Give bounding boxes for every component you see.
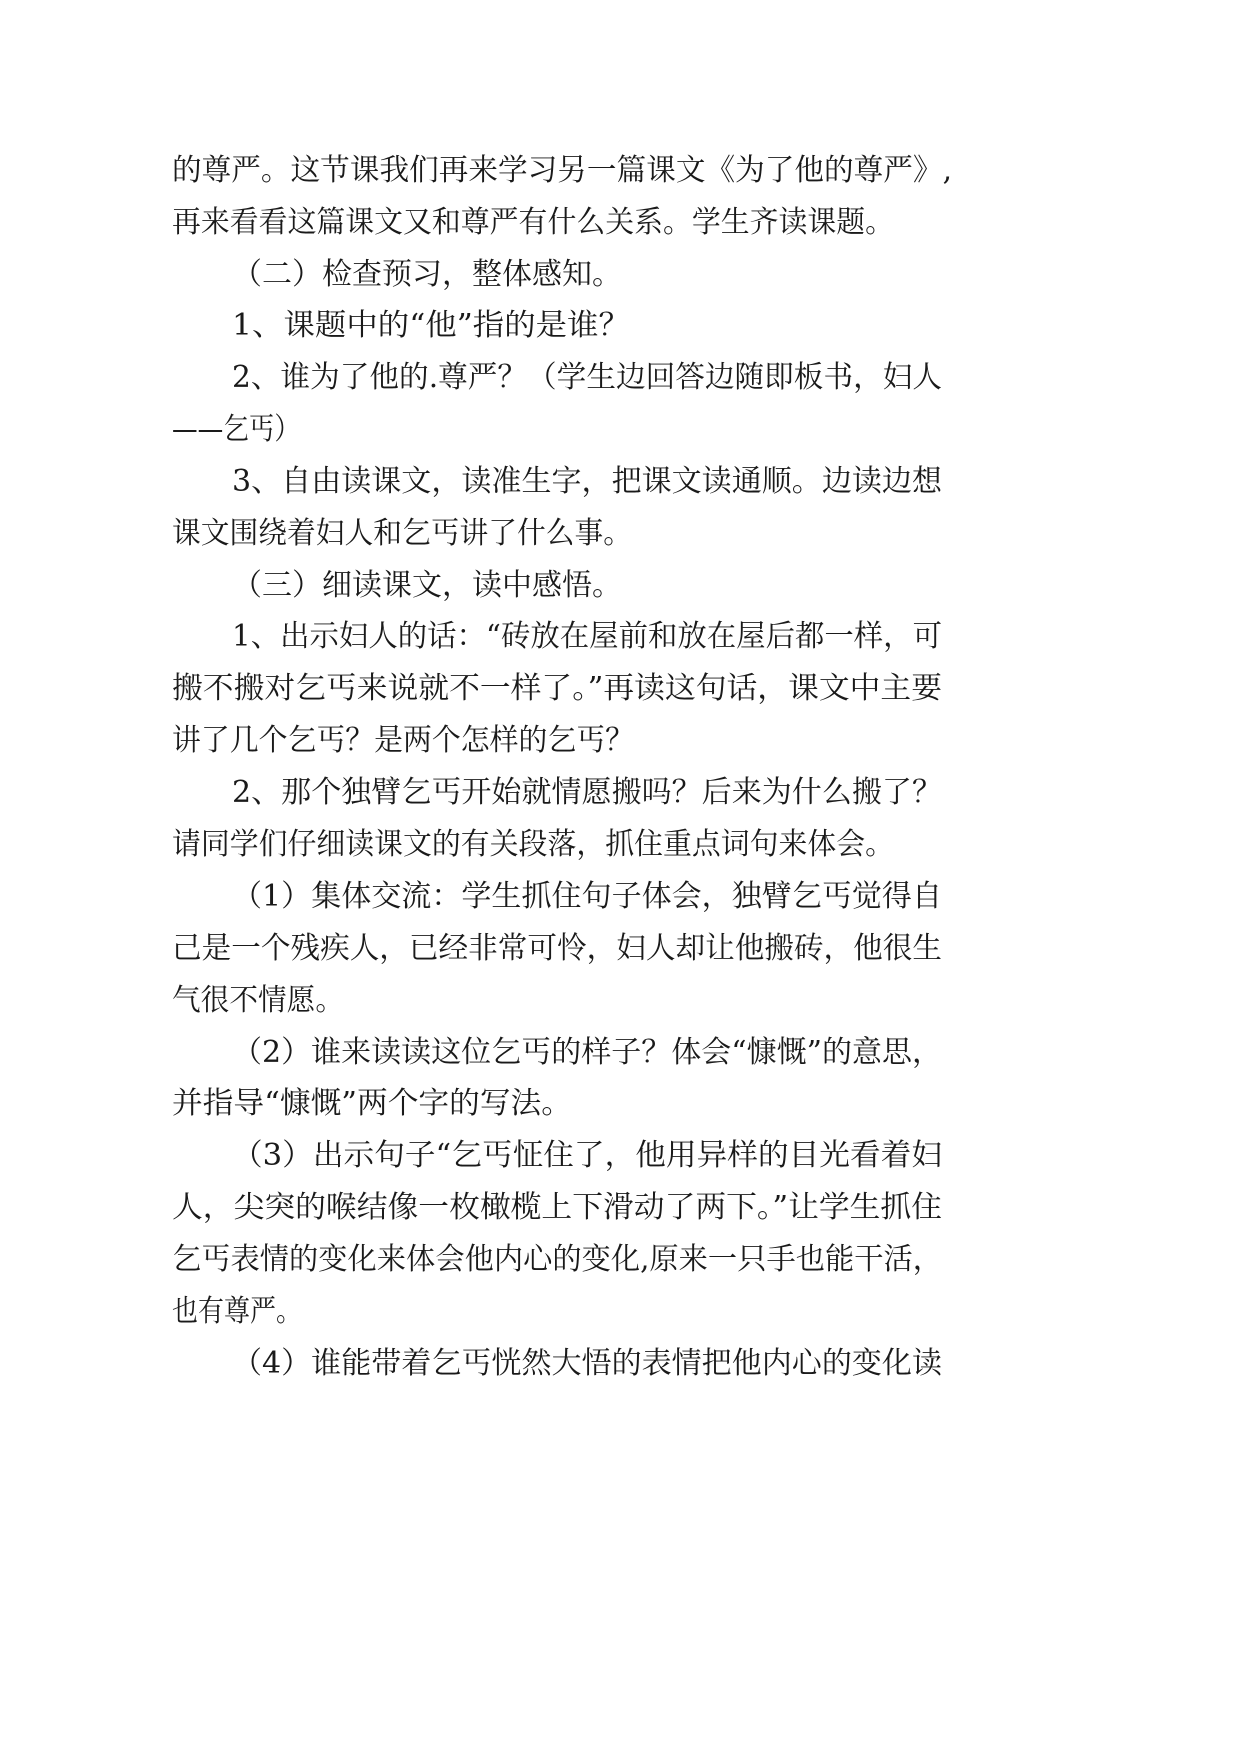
line-text: 2、谁为了他的.尊严？（学生边回答边随即板书，妇人 (232, 360, 942, 395)
line-text: 也有尊严。 (172, 1294, 302, 1329)
line-text: 2、那个独臂乞丐开始就情愿搬吗？后来为什么搬了？ (232, 775, 942, 810)
text-line (0, 769, 1241, 817)
line-text: 讲了几个乞丐？是两个怎样的乞丐？ (172, 723, 634, 758)
line-text: 搬不搬对乞丐来说就不一样了。”再读这句话，课文中主要 (172, 671, 942, 706)
line-text: （2）谁来读读这位乞丐的样子？体会“慷慨”的意思， (232, 1035, 942, 1070)
text-line (0, 873, 1241, 921)
line-text: ——乞丐） (172, 412, 300, 447)
text-line (0, 821, 1241, 869)
line-text: 请同学们仔细读课文的有关段落，抓住重点词句来体会。 (172, 827, 894, 862)
text-line (0, 665, 1241, 713)
line-text: 人，尖突的喉结像一枚橄榄上下滑动了两下。”让学生抓住 (172, 1190, 942, 1225)
text-line (0, 1184, 1241, 1232)
text-line (0, 147, 1241, 195)
text-line (0, 562, 1241, 610)
text-line (0, 251, 1241, 299)
text-line (0, 1080, 1241, 1128)
line-text: 己是一个残疾人，已经非常可怜，妇人却让他搬砖，他很生 (172, 931, 942, 966)
text-line (0, 354, 1241, 402)
text-line (0, 1132, 1241, 1180)
line-text: 1、出示妇人的话：“砖放在屋前和放在屋后都一样，可 (232, 619, 942, 654)
text-line (0, 458, 1241, 506)
text-line (0, 1029, 1241, 1077)
line-text: 气很不情愿。 (172, 983, 344, 1018)
text-line (0, 510, 1241, 558)
line-text: （二）检查预习，整体感知。 (232, 257, 622, 292)
line-text: 并指导“慷慨”两个字的写法。 (172, 1086, 572, 1121)
text-line (0, 199, 1241, 247)
line-text: 课文围绕着妇人和乞丐讲了什么事。 (172, 516, 632, 551)
line-text: （3）出示句子“乞丐怔住了，他用异样的目光看着妇 (232, 1138, 943, 1173)
text-line (0, 406, 1241, 454)
line-text: 3、自由读课文，读准生字，把课文读通顺。边读边想 (232, 464, 942, 499)
text-line (0, 717, 1241, 765)
line-text: 乞丐表情的变化来体会他内心的变化,原来一只手也能干活， (172, 1242, 942, 1277)
line-text: 的尊严。这节课我们再来学习另一篇课文《为了他的尊严》, (172, 153, 952, 188)
text-line (0, 302, 1241, 350)
text-line (0, 613, 1241, 661)
text-line (0, 977, 1241, 1025)
line-text: 再来看看这篇课文又和尊严有什么关系。学生齐读课题。 (172, 205, 894, 240)
text-line (0, 925, 1241, 973)
line-text: （三）细读课文，读中感悟。 (232, 568, 622, 603)
text-line (0, 1288, 1241, 1336)
line-text: （4）谁能带着乞丐恍然大悟的表情把他内心的变化读 (232, 1346, 942, 1381)
line-text: 1、课题中的“他”指的是谁？ (232, 308, 630, 343)
line-text: （1）集体交流：学生抓住句子体会，独臂乞丐觉得自 (232, 879, 942, 914)
text-line (0, 1340, 1241, 1388)
text-line (0, 1236, 1241, 1284)
